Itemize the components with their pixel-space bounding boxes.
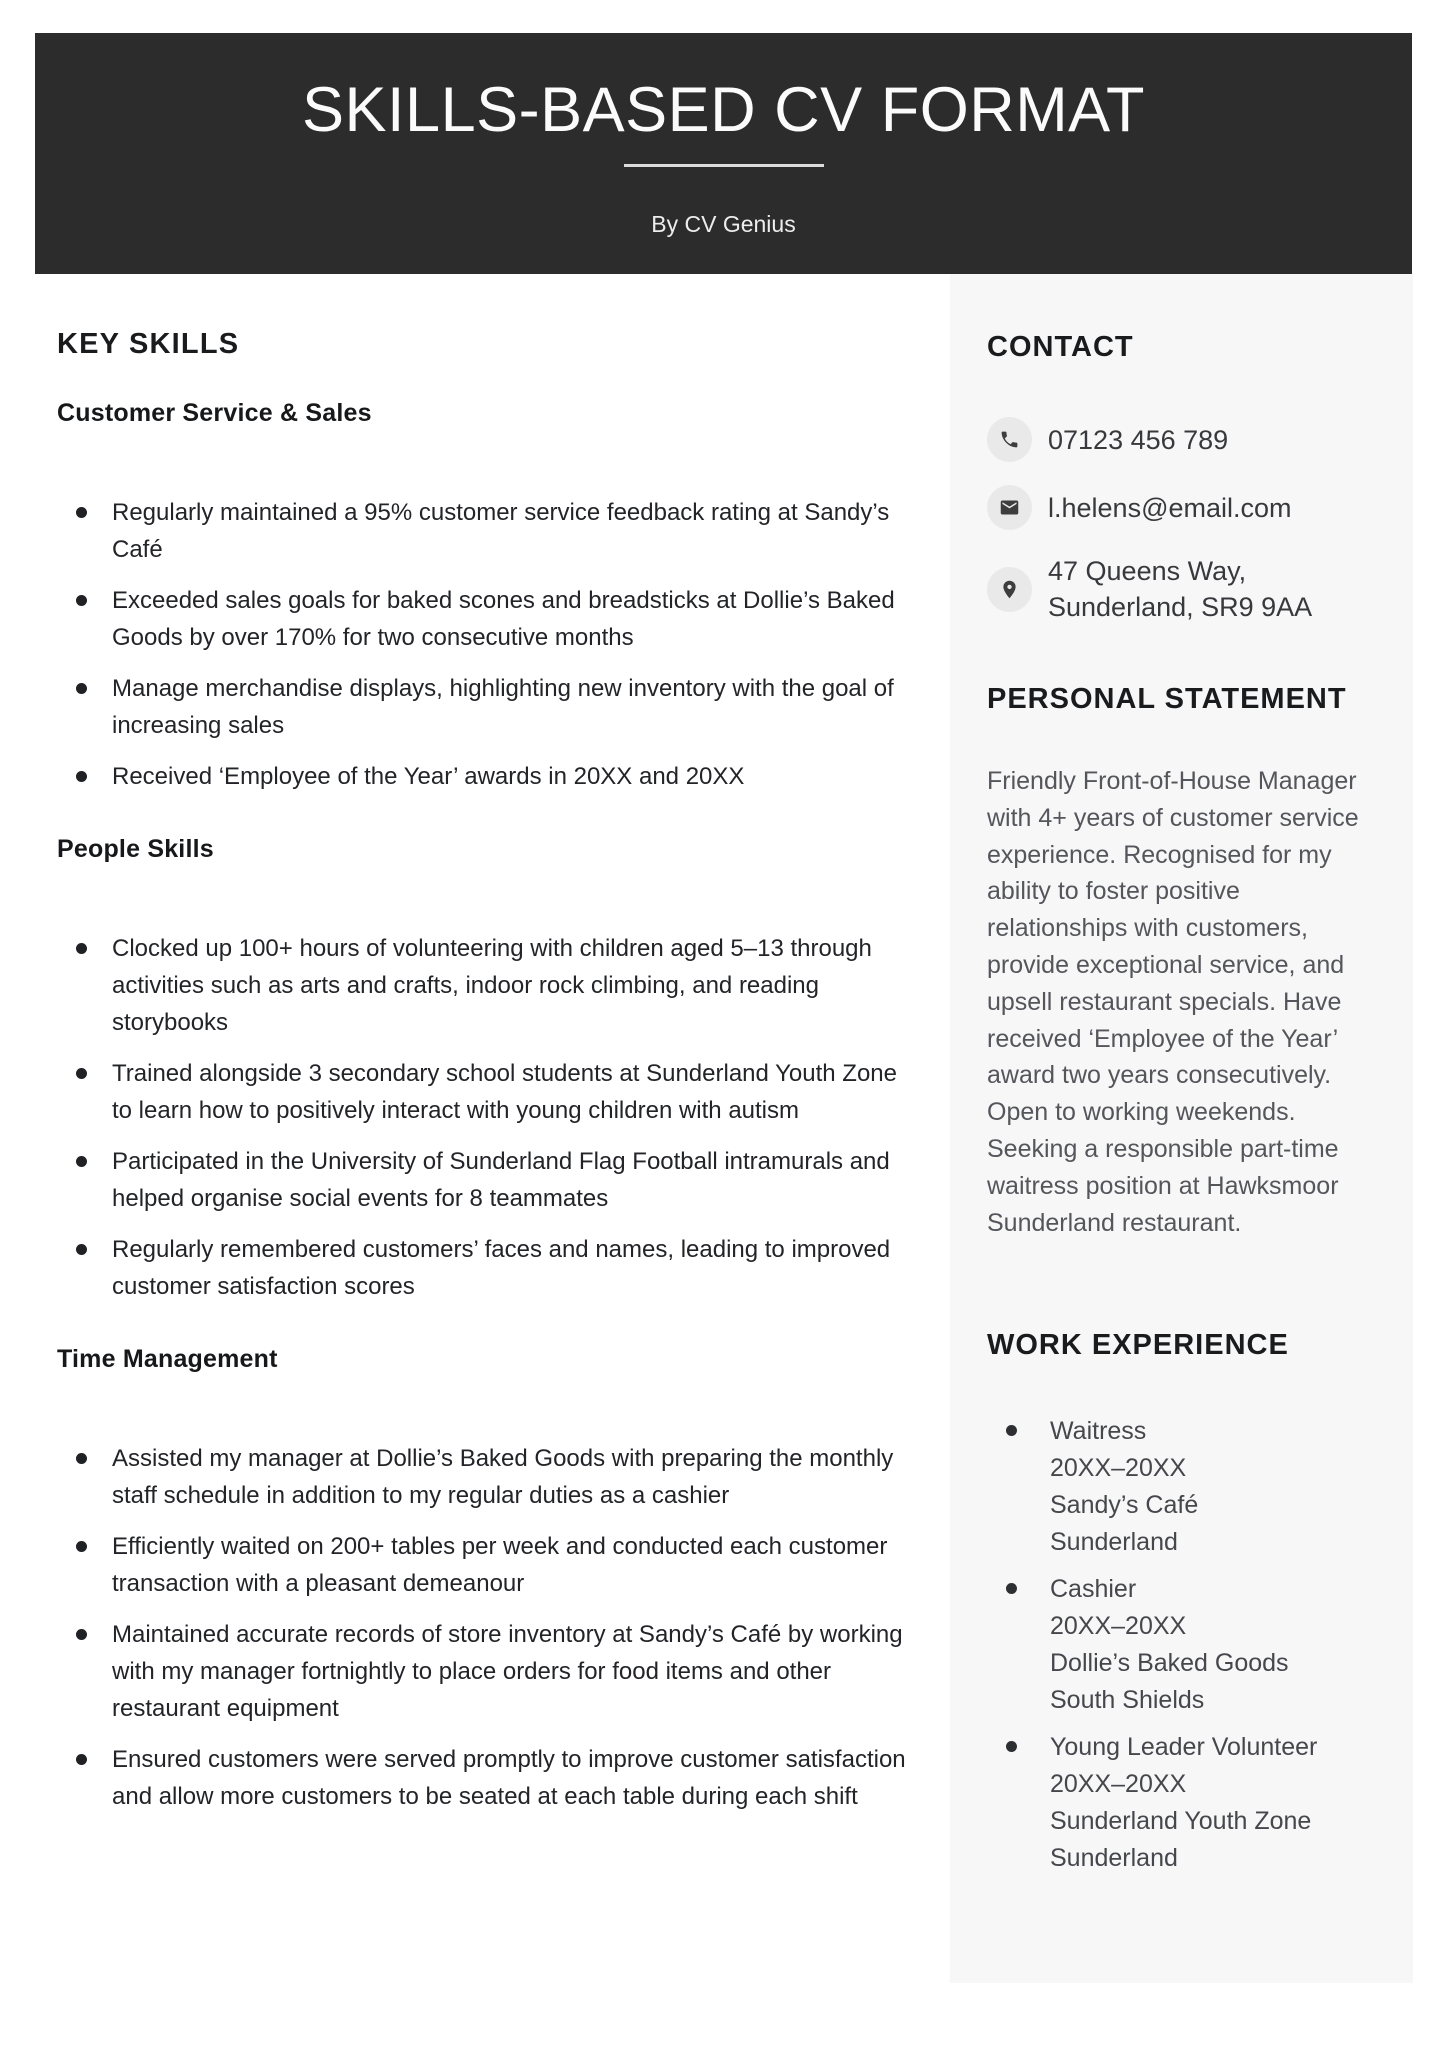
skill-bullet-text: Trained alongside 3 secondary school students at Sunderland Youth Zone to learn how to positively interact with young children with autism <box>112 1060 897 1124</box>
skill-bullet-text: Regularly remembered customers’ faces and names, leading to improved customer satisfaction scores <box>112 1236 891 1300</box>
skill-bullet-item <box>57 1528 912 1602</box>
contact-phone-row <box>987 417 1373 462</box>
work-experience-line: Waitress <box>1050 1417 1147 1446</box>
bullet-dot <box>76 1629 87 1640</box>
key-skills-section <box>57 330 912 1829</box>
bullet-dot <box>76 1244 87 1255</box>
work-experience-entry-lines <box>1050 1413 1373 1561</box>
skill-bullet-item <box>57 1231 912 1305</box>
page-title: SKILLS-BASED CV FORMAT <box>301 75 1145 145</box>
skill-group <box>57 837 912 1305</box>
skill-bullet-item <box>57 1741 912 1815</box>
work-experience-entry-lines <box>1050 1571 1373 1719</box>
contact-heading: CONTACT <box>987 331 1134 363</box>
bullet-dot <box>76 1754 87 1765</box>
location-icon <box>987 567 1032 612</box>
skill-bullet-text: Received ‘Employee of the Year’ awards in 20XX and 20XX <box>112 763 745 790</box>
skill-bullet-text: Maintained accurate records of store inventory at Sandy’s Café by working with my manager fortnightly to place orders for food items and other restaurant equipment <box>112 1621 903 1722</box>
skill-bullet-list <box>57 494 912 795</box>
skill-bullet-item <box>57 494 912 568</box>
phone-icon <box>987 417 1032 462</box>
work-experience-line: Sunderland <box>1050 1528 1178 1557</box>
key-skills-heading: KEY SKILLS <box>57 328 240 360</box>
postal-address <box>1048 553 1312 625</box>
work-experience-line: 20XX–20XX <box>1050 1770 1187 1799</box>
bullet-dot <box>76 595 87 606</box>
work-experience-entry <box>987 1729 1373 1877</box>
email-icon <box>987 485 1032 530</box>
bullet-dot <box>76 771 87 782</box>
skill-bullet-text: Participated in the University of Sunderland Flag Football intramurals and helped organise social events for 8 teammates <box>112 1148 890 1212</box>
skill-bullet-text: Clocked up 100+ hours of volunteering with children aged 5–13 through activities such as arts and crafts, indoor rock climbing, and reading storybooks <box>112 935 872 1036</box>
skill-group-title: People Skills <box>57 835 214 863</box>
skill-bullet-item <box>57 930 912 1041</box>
header-banner <box>35 33 1412 274</box>
skill-bullet-item <box>57 1143 912 1217</box>
work-experience-line: Cashier <box>1050 1575 1137 1604</box>
skill-bullet-text: Assisted my manager at Dollie’s Baked Goods with preparing the monthly staff schedule in addition to my regular duties as a cashier <box>112 1445 894 1509</box>
work-experience-line: South Shields <box>1050 1686 1205 1715</box>
work-experience-line: Sunderland Youth Zone <box>1050 1807 1312 1836</box>
work-experience-entry <box>987 1571 1373 1719</box>
byline: By CV Genius <box>651 211 796 237</box>
contact-address-row <box>987 553 1373 625</box>
bullet-dot <box>1006 1425 1017 1436</box>
sidebar <box>950 274 1413 1983</box>
skill-group <box>57 401 912 795</box>
skill-group-title: Customer Service & Sales <box>57 399 372 427</box>
work-experience-line: 20XX–20XX <box>1050 1454 1187 1483</box>
work-experience-line: Sandy’s Café <box>1050 1491 1199 1520</box>
bullet-dot <box>76 943 87 954</box>
bullet-dot <box>76 1068 87 1079</box>
skill-group-title: Time Management <box>57 1345 278 1373</box>
title-underline <box>624 164 824 167</box>
skill-bullet-text: Manage merchandise displays, highlighting new inventory with the goal of increasing sales <box>112 675 894 739</box>
personal-statement-heading: PERSONAL STATEMENT <box>987 683 1347 715</box>
address-line-2: Sunderland, SR9 9AA <box>1048 592 1313 622</box>
work-experience-list <box>987 1413 1373 1877</box>
work-experience-line: Dollie’s Baked Goods <box>1050 1649 1289 1678</box>
contact-email-row <box>987 485 1373 530</box>
skill-bullet-item <box>57 1055 912 1129</box>
work-experience-line: Sunderland <box>1050 1844 1178 1873</box>
bullet-dot <box>1006 1741 1017 1752</box>
skill-bullet-text: Efficiently waited on 200+ tables per week and conducted each customer transaction with a pleasant demeanour <box>112 1533 888 1597</box>
skill-bullet-text: Regularly maintained a 95% customer service feedback rating at Sandy’s Café <box>112 499 890 563</box>
address-line-1: 47 Queens Way, <box>1048 556 1247 586</box>
skill-bullet-text: Exceeded sales goals for baked scones and breadsticks at Dollie’s Baked Goods by over 170% for two consecutive months <box>112 587 895 651</box>
bullet-dot <box>76 683 87 694</box>
work-experience-heading: WORK EXPERIENCE <box>987 1329 1289 1362</box>
skill-bullet-list <box>57 930 912 1305</box>
personal-statement-body: Friendly Front-of-House Manager with 4+ years of customer service experience. Recognised for my ability to foster positive relationships with customers, provide exceptional service, and upsell restaurant specials. Have received ‘Employee of the Year’ award two years consecutively. Open to working weekends. Seeking a responsible part-time waitress position at Hawksmoor Sunderland restaurant. <box>987 767 1359 1237</box>
skill-bullet-text: Ensured customers were served promptly to improve customer satisfaction and allow more customers to be seated at each table during each shift <box>112 1746 906 1810</box>
skill-bullet-item <box>57 670 912 744</box>
skill-bullet-list <box>57 1440 912 1815</box>
skill-bullet-item <box>57 582 912 656</box>
skill-bullet-item <box>57 1616 912 1727</box>
skill-group <box>57 1347 912 1815</box>
phone-number: 07123 456 789 <box>1048 424 1229 455</box>
bullet-dot <box>76 1453 87 1464</box>
work-experience-entry-lines <box>1050 1729 1373 1877</box>
skill-bullet-item <box>57 1440 912 1514</box>
work-experience-line: 20XX–20XX <box>1050 1612 1187 1641</box>
bullet-dot <box>76 507 87 518</box>
email-address: l.helens@email.com <box>1048 492 1292 523</box>
bullet-dot <box>76 1156 87 1167</box>
work-experience-entry <box>987 1413 1373 1561</box>
skill-bullet-item <box>57 758 912 795</box>
bullet-dot <box>1006 1583 1017 1594</box>
work-experience-line: Young Leader Volunteer <box>1050 1733 1318 1762</box>
bullet-dot <box>76 1541 87 1552</box>
